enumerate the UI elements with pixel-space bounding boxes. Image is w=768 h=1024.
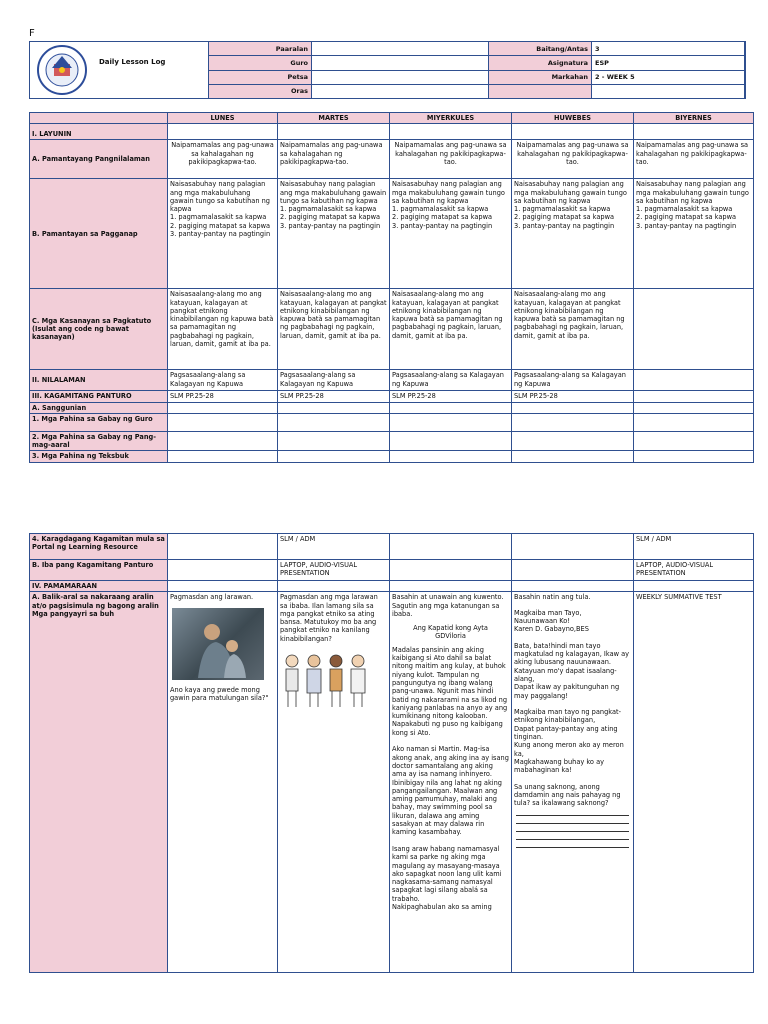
kasanayan-label: C. Mga Kasanayan sa Pagkatuto (Isulat ang code ng bawat kasanayan) (30, 289, 168, 370)
balik-aral-label: A. Balik-aral sa nakaraang aralin at/o pagsisimula ng bagong aralin Mga pangyayri sa buh (30, 592, 168, 973)
miyerkules-intro: Basahin at unawain ang kuwento. Sagutin ang mga katanungan sa ibaba. (392, 593, 504, 618)
karagdagang-martes: SLM / ADM (278, 534, 390, 560)
martes-instruction: Pagmasdan ang mga larawan sa ibaba. Ilan lamang sila sa mga pangkat etniko sa ating bansa. Matutukoy mo ba ang pangkat etniko na kanilang kinabibilangan? (280, 593, 378, 643)
day-huwebes: HUWEBES (512, 113, 634, 124)
story-title: Ang Kapatid kong Ayta GDViloria (413, 624, 488, 641)
gabay-aaral-label: 2. Mga Pahina sa Gabay ng Pang-mag-aaral (30, 431, 168, 451)
value-asignatura: ESP (592, 56, 746, 70)
balik-biyernes: WEEKLY SUMMATIVE TEST (634, 592, 754, 973)
karagdagang-kagamitan-label: 4. Karagdagang Kagamitan mula sa Portal ng Learning Resource (30, 534, 168, 560)
nilalaman-martes: Pagsasaalang-alang sa Kalagayan ng Kapuwa (278, 370, 390, 391)
day-biyernes: BIYERNES (634, 113, 754, 124)
nilalaman-biyernes (634, 370, 754, 391)
family-photo (172, 608, 264, 680)
deped-seal-icon (32, 44, 92, 96)
nilalaman-huwebes: Pagsasaalang-alang sa Kalagayan ng Kapuwa (512, 370, 634, 391)
label-oras: Oras (209, 84, 312, 98)
pamantayan-sa-pagganap-label: B. Pamantayan sa Pagganap (30, 179, 168, 289)
value-paaralan (312, 42, 489, 56)
iba-pang-kagamitan-label: B. Iba pang Kagamitang Panturo (30, 560, 168, 581)
pamamaraan-label: IV. PAMAMARAAN (30, 581, 168, 592)
iba-biyernes: LAPTOP, AUDIO-VISUAL PRESENTATION (634, 560, 754, 581)
nilalaman-miyerkules: Pagsasaalang-alang sa Kalagayan ng Kapuwa (390, 370, 512, 391)
value-baitang: 3 (592, 42, 746, 56)
balik-huwebes (512, 592, 634, 973)
c-huwebes: Naisasaalang-alang mo ang katayuan, kalagayan at pangkat etnikong kinabibilangan ng kapuwa batà sa pamamagitan ng pagbabahagi ng pagkain, laruan, damit, gamit at iba pa. (512, 289, 634, 370)
value-guro (312, 56, 489, 70)
day-miyerkules: MIYERKULES (390, 113, 512, 124)
lesson-log-header (29, 41, 745, 99)
a-huwebes: Naipamamalas ang pag-unawa sa kahalagahan ng pakikipagkapwa-tao. (512, 140, 634, 179)
c-lunes: Naisasaalang-alang mo ang katayuan, kalagayan at pangkat etnikong kinabibilangan ng kapuwa batà sa pamamagitan ng pagbabahagi ng pagkain, laruan, damit, gamit at iba pa. (168, 289, 278, 370)
b-martes: Naisasabuhay nang palagian ang mga makabuluhang gawain tungo sa kabutihan ng kapwa 1. pagmamalasakit sa kapwa 2. pagiging matapat sa kapwa 3. pantay-pantay na pagtingin (278, 179, 390, 289)
c-martes: Naisasaalang-alang mo ang katayuan, kalagayan at pangkat etnikong kinabibilangan ng kapuwa batà sa pamamagitan ng pagbabahagi ng pagkain, laruan, damit, gamit at iba pa. (278, 289, 390, 370)
label-empty (489, 84, 592, 98)
answer-lines (514, 811, 631, 848)
c-biyernes (634, 289, 754, 370)
pamantayang-pangnilalaman-label: A. Pamantayang Pangnilalaman (30, 140, 168, 179)
gabay-guro-label: 1. Mga Pahina sa Gabay ng Guro (30, 413, 168, 431)
ethnic-children-icon (280, 649, 372, 715)
value-empty (592, 84, 746, 98)
a-martes: Naipamamalas ang pag-unawa sa kahalagahan ng pakikipagkapwa-tao. (278, 140, 390, 179)
karagdagang-biyernes: SLM / ADM (634, 534, 754, 560)
label-asignatura: Asignatura (489, 56, 592, 70)
kagamitan-huwebes: SLM PP.25-28 (512, 391, 634, 402)
label-guro: Guro (209, 56, 312, 70)
lunes-question: Ano kaya ang pwede mong gawin para matulungan sila?" (170, 685, 269, 702)
kagamitan-martes: SLM PP.25-28 (278, 391, 390, 402)
balik-martes (278, 592, 390, 973)
balik-miyerkules (390, 592, 512, 973)
people-photo-icon (172, 608, 264, 680)
corner-cell (30, 113, 168, 124)
b-miyerkules: Naisasabuhay nang palagian ang mga makabuluhang gawain tungo sa kabutihan ng kapwa 1. pagmamalasakit sa kapwa 2. pagiging matapat sa kapwa 3. pantay-pantay na pagtingin (390, 179, 512, 289)
b-lunes: Naisasabuhay nang palagian ang mga makabuluhang gawain tungo sa kabutihan ng kapwa 1. pagmamalasakit sa kapwa 2. pagiging matapat sa kapwa 3. pantay-pantay na pagtingin (168, 179, 278, 289)
poem-text: Magkaiba man Tayo, Nauunawaan Ko! Karen D. Gabayno,BES Bata, bata!hindi man tayo magkatulad ng kalagayan, Ikaw ay aking lubusang nauunawaan. Katayuan mo'y dapat isaalang-alang, Dapat ikaw ay pakitunguhan ng may paggalang! Magkaiba man tayo ng pangkat-etnikong kinabibilangan, Dapat pantay-pantay ang ating tinginan. Kung anong meron ako ay meron ka, Magkahawang buhay ko ay mabahaginan ka! Sa unang saknong, anong damdamin ang nais pahayag ng tula? sa ikalawang saknong? (514, 608, 630, 808)
page-letter: F (29, 28, 35, 39)
iba-martes: LAPTOP, AUDIO-VISUAL PRESENTATION (278, 560, 390, 581)
kagamitan-miyerkules: SLM PP.25-28 (390, 391, 512, 402)
lunes-instruction: Pagmasdan ang larawan. (170, 593, 254, 602)
header-info-grid (208, 41, 746, 99)
lesson-log-title: Daily Lesson Log (99, 58, 166, 66)
label-petsa: Petsa (209, 70, 312, 84)
a-lunes: Naipamamalas ang pag-unawa sa kahalagahan ng pakikipagkapwa-tao. (168, 140, 278, 179)
label-markahan: Markahan (489, 70, 592, 84)
nilalaman-lunes: Pagsasaalang-alang sa Kalagayan ng Kapuwa (168, 370, 278, 391)
day-martes: MARTES (278, 113, 390, 124)
lesson-table-part1 (29, 112, 754, 463)
a-miyerkules: Naipamamalas ang pag-unawa sa kahalagahan ng pakikipagkapwa-tao. (390, 140, 512, 179)
kagamitan-label: III. KAGAMITANG PANTURO (30, 391, 168, 402)
nilalaman-label: II. NILALAMAN (30, 370, 168, 391)
value-markahan: 2 - WEEK 5 (592, 70, 746, 84)
story-text: Madalas pansinin ang aking kaibigang si Ato dahil sa balat nitong maitim ang kulay, at buhok niyang kulot. Tampulan ng pangungutya ng ibang walang pang-unawa. Ngunit mas hindi batid ng nakararami na sa likod ng kaniyang panlabas na anyo ay ang kumikinang nitong kalooban. Napakabuti ng puso ng kaibigang kong si Ato. Ako naman si Martin. Mag-isa akong anak, ang aking ina ay isang doctor samantalang ang aking ama ay isa namang inhinyero. Ibinibigay nila ang lahat ng aking pangangailangan. Maalwan ang aming pamumuhay, malaki ang bahay, may swimming pool sa likuran, dalawa ang aming sasakyan at may dalawa rin kaming kasambahay. Isang araw habang namamasyal kami sa parke ng aking mga magulang ay masayang-masaya ako sapagkat noon lang ulit kami nagkasama-samang namasyal sapagkat lagi silang abalá sa trabaho. Nakipaghabulan ako sa aming (392, 645, 509, 911)
day-lunes: LUNES (168, 113, 278, 124)
c-miyerkules: Naisasaalang-alang mo ang katayuan, kalagayan at pangkat etnikong kinabibilangan ng kapuwa batà sa pamamagitan ng pagbabahagi ng pagkain, laruan, damit, gamit at iba pa. (390, 289, 512, 370)
b-biyernes: Naisasabuhay nang palagian ang mga makabuluhang gawain tungo sa kabutihan ng kapwa 1. pagmamalasakit sa kapwa 2. pagiging matapat sa kapwa 3. pantay-pantay na pagtingin (634, 179, 754, 289)
label-paaralan: Paaralan (209, 42, 312, 56)
lesson-table-part2 (29, 533, 754, 973)
kagamitan-lunes: SLM PP.25-28 (168, 391, 278, 402)
huwebes-intro: Basahin natin ang tula. (514, 593, 591, 602)
sanggunian-label: A. Sanggunian (30, 402, 168, 413)
teksbuk-label: 3. Mga Pahina ng Teksbuk (30, 451, 168, 462)
balik-lunes (168, 592, 278, 973)
value-petsa (312, 70, 489, 84)
value-oras (312, 84, 489, 98)
a-biyernes: Naipamamalas ang pag-unawa sa kahalagahan ng pakikipagkapwa-tao. (634, 140, 754, 179)
label-baitang: Baitang/Antas (489, 42, 592, 56)
layunin-label: I. LAYUNIN (30, 124, 168, 140)
b-huwebes: Naisasabuhay nang palagian ang mga makabuluhang gawain tungo sa kabutihan ng kapwa 1. pagmamalasakit sa kapwa 2. pagiging matapat sa kapwa 3. pantay-pantay na pagtingin (512, 179, 634, 289)
